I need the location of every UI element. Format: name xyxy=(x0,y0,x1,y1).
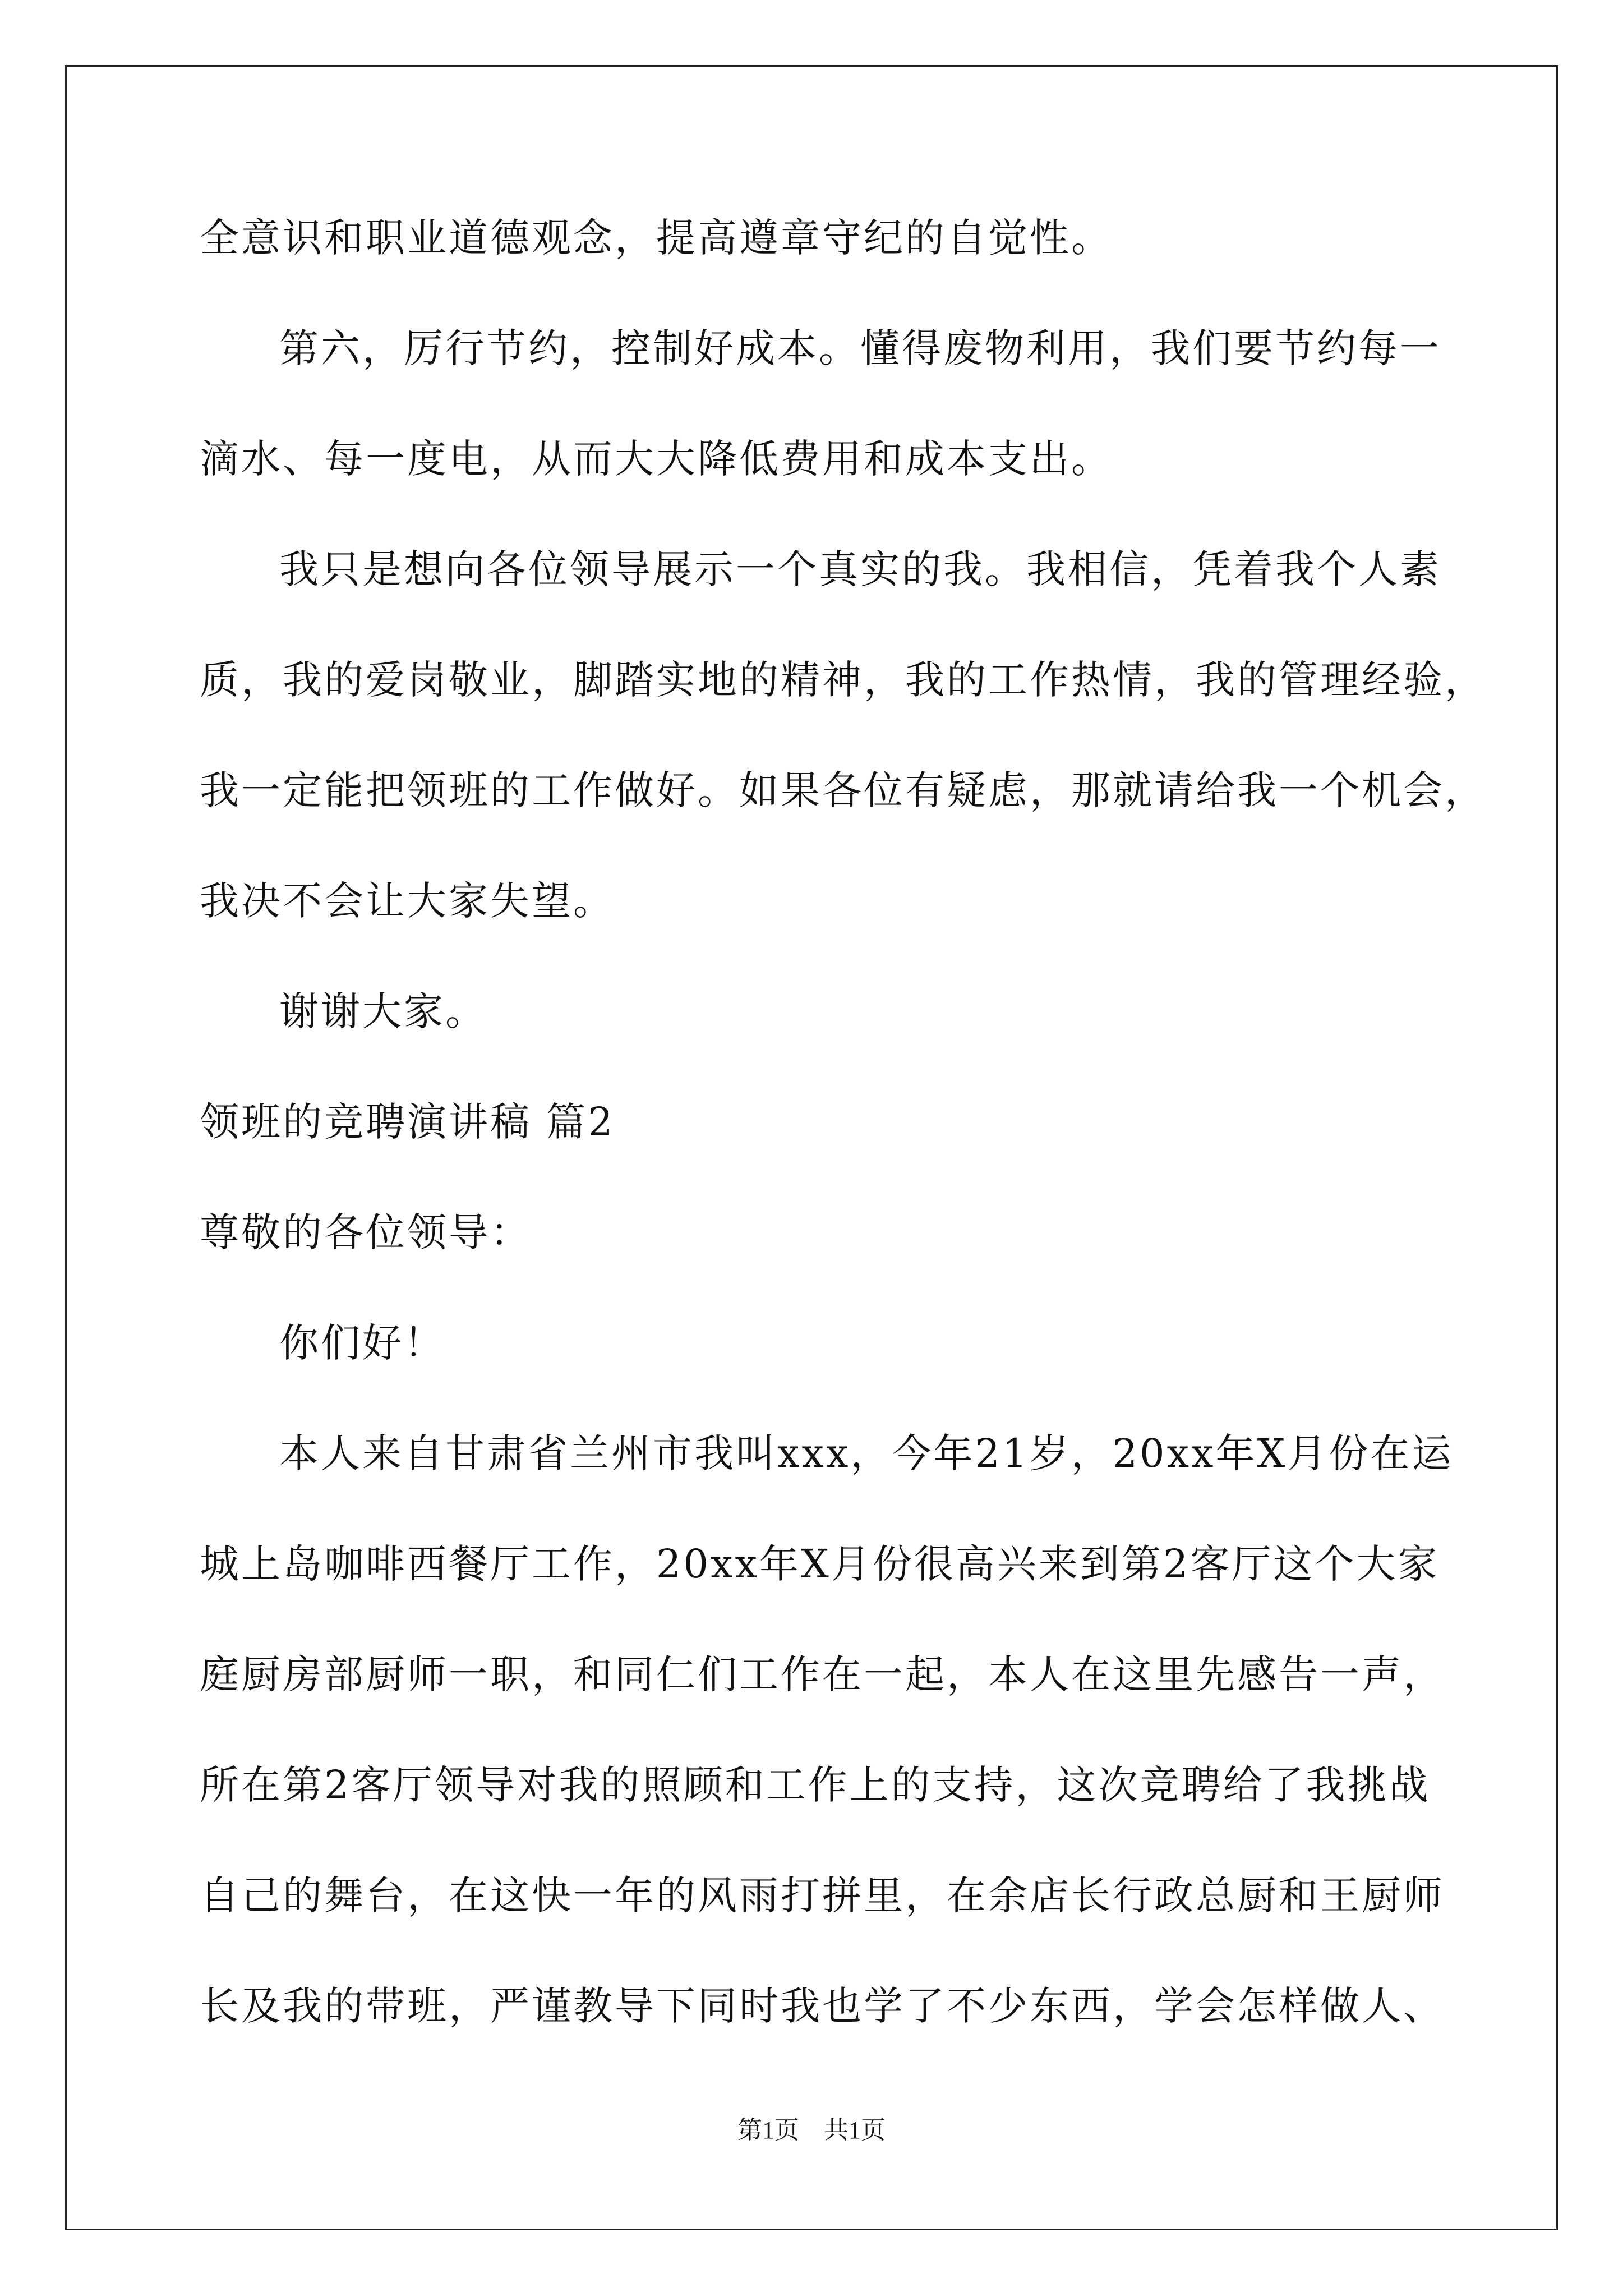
text-line: 自己的舞台，在这快一年的风雨打拼里，在余店长行政总厨和王厨师 xyxy=(200,1872,1445,1918)
salutation: 尊敬的各位领导： xyxy=(200,1209,532,1255)
text-line: 所在第2客厅领导对我的照顾和工作上的支持，这次竞聘给了我挑战 xyxy=(200,1762,1431,1808)
text-line: 质，我的爱岗敬业，脚踏实地的精神，我的工作热情，我的管理经验， xyxy=(200,657,1486,703)
text-line: 我只是想向各位领导展示一个真实的我。我相信，凭着我个人素 xyxy=(279,546,1441,592)
text-line: 第六，厉行节约，控制好成本。懂得废物利用，我们要节约每一 xyxy=(279,325,1441,371)
page-number-footer: 第1页 共1页 xyxy=(737,2116,886,2144)
text-line: 庭厨房部厨师一职，和同仁们工作在一起，本人在这里先感告一声， xyxy=(200,1651,1445,1697)
text-line: 全意识和职业道德观念，提高遵章守纪的自觉性。 xyxy=(200,215,1113,261)
text-line: 本人来自甘肃省兰州市我叫xxx，今年21岁，20xx年X月份在运 xyxy=(279,1430,1454,1476)
text-line: 我一定能把领班的工作做好。如果各位有疑虑，那就请给我一个机会， xyxy=(200,767,1486,813)
text-line: 我决不会让大家失望。 xyxy=(200,878,615,924)
greeting: 你们好！ xyxy=(279,1320,445,1366)
text-line: 谢谢大家。 xyxy=(279,988,487,1034)
text-line: 长及我的带班，严谨教导下同时我也学了不少东西，学会怎样做人、 xyxy=(200,1983,1445,2029)
text-line: 滴水、每一度电，从而大大降低费用和成本支出。 xyxy=(200,436,1113,482)
text-line: 城上岛咖啡西餐厅工作，20xx年X月份很高兴来到第2客厅这个大家 xyxy=(200,1541,1440,1587)
section-heading: 领班的竞聘演讲稿 篇2 xyxy=(200,1099,615,1145)
